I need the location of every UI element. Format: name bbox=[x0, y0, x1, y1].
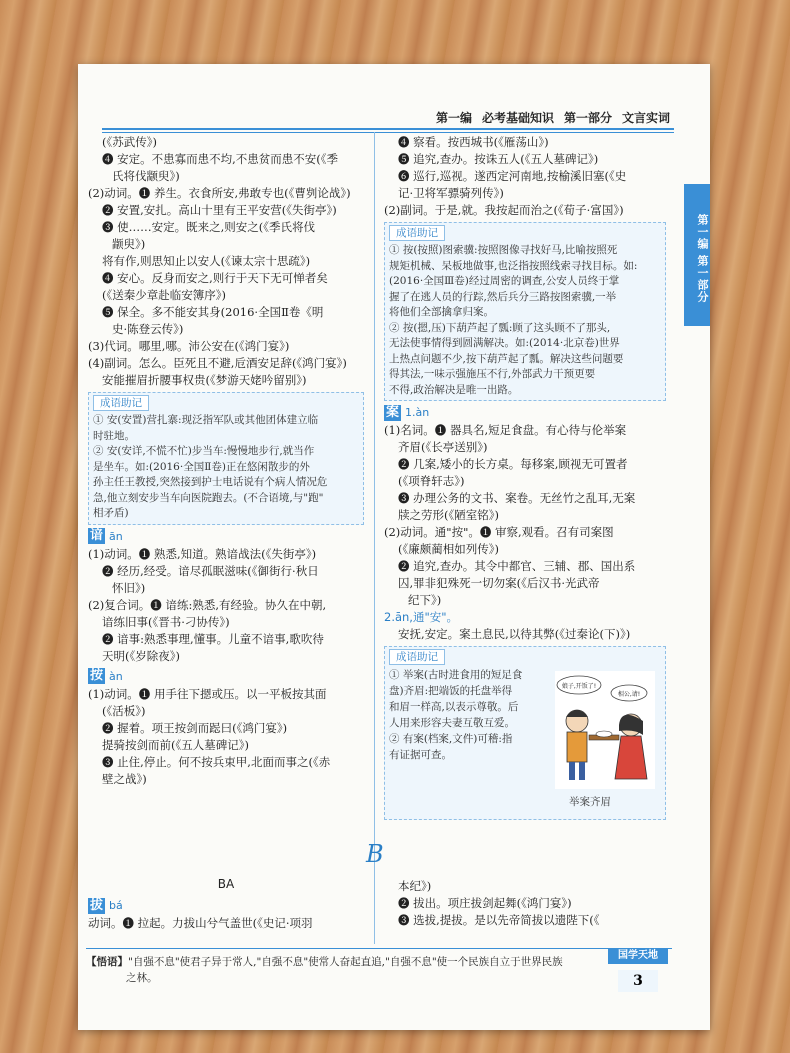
text-line: (2)副词。于是,就。我按起而治之(《荀子·富国》) bbox=[384, 203, 624, 217]
box-line: 上热点问题不少,按下葫芦起了瓢。解决这些问题要 bbox=[389, 352, 624, 365]
footer-text-line2: 之林。 bbox=[126, 972, 158, 984]
text-line: 天明(《岁除夜》) bbox=[102, 648, 180, 663]
box-line: ② 安(安详,不慌不忙)步当车:慢慢地步行,就当作 bbox=[93, 445, 315, 457]
headword-pinyin: ān bbox=[109, 529, 123, 543]
speech-bubble-wife: 相公,请! bbox=[617, 691, 641, 698]
text-line: ❸ 选拔,提拔。是以先帝简拔以遗陛下(《 bbox=[398, 913, 600, 927]
box-line: 相矛盾) bbox=[93, 507, 129, 519]
text-line: ❷ 拔出。项庄拔剑起舞(《鸿门宴》) bbox=[398, 896, 572, 910]
sense-heading: 2.ān,通"安"。 bbox=[384, 610, 459, 624]
text-line: (2)动词。通"按"。❶ 审察,观看。召有司案图 bbox=[384, 525, 614, 539]
box-line: ① 按(按照)图索骥:按照图像寻找好马,比喻按照死 bbox=[389, 244, 618, 256]
box-line: 将他们全部擒拿归案。 bbox=[389, 306, 494, 318]
illustration-text bbox=[389, 667, 549, 763]
text-line: 壁之战》) bbox=[102, 771, 147, 786]
column-divider-lower bbox=[374, 882, 375, 944]
box-line: 和眉一样高,以表示尊敬。后 bbox=[389, 701, 519, 713]
idiom-memory-box-illustrated bbox=[384, 646, 666, 820]
text-line: (《送秦少章赴临安簿序》) bbox=[102, 288, 226, 302]
left-column bbox=[88, 134, 364, 788]
text-line: ❺ 追究,查办。按诛五人(《五人墓碑记》) bbox=[398, 152, 599, 166]
text-line: 囚,罪非犯殊死一切勿案(《后汉书·光武帝 bbox=[398, 576, 600, 590]
right-column bbox=[384, 134, 666, 823]
illustrated-entry bbox=[389, 667, 661, 817]
text-line: ❷ 握着。项王按剑而跽曰(《鸿门宴》) bbox=[102, 720, 288, 735]
header-rule-thin bbox=[102, 132, 674, 133]
box-line: 不得,政治解决是唯一出路。 bbox=[389, 383, 519, 396]
headword-char: 按 bbox=[90, 668, 104, 683]
text-line: 提骑按剑而前(《五人墓碑记》) bbox=[102, 737, 249, 752]
box-line: 时驻地。 bbox=[93, 429, 135, 442]
text-line: ❺ 保全。多不能安其身(2016·全国Ⅱ卷《明 bbox=[102, 305, 324, 319]
text-line: 谙练旧事(《晋书·刁协传》) bbox=[102, 614, 230, 629]
idiom-box-title: 成语助记 bbox=[389, 649, 445, 665]
header-part2: 必考基础知识 bbox=[481, 110, 554, 125]
box-line: (2016·全国Ⅲ卷)经过周密的调查,公安人员终于掌 bbox=[389, 275, 620, 287]
left-column-lower bbox=[88, 876, 364, 932]
headword-char: 谙 bbox=[90, 528, 104, 543]
header-rule bbox=[102, 128, 674, 130]
text-line: (3)代词。哪里,哪。沛公安在(《鸿门宴》) bbox=[88, 339, 290, 353]
text-line: 氏将伐颛臾》) bbox=[112, 169, 180, 183]
text-line: ❻ 巡行,巡视。遂西定河南地,按榆溪旧塞(《史 bbox=[398, 169, 627, 183]
text-line: ❷ 谙事:熟悉事理,懂事。儿童不谙事,歌吹待 bbox=[102, 631, 324, 646]
text-line: 怀旧》) bbox=[112, 580, 146, 595]
box-line: 急,他立刻安步当车向医院跑去。(不合语境,与"跑" bbox=[93, 491, 324, 504]
headword-an-2 bbox=[88, 528, 364, 545]
idiom-memory-box bbox=[384, 222, 666, 401]
headword-an-case bbox=[384, 404, 666, 421]
box-line: 有证据可查。 bbox=[389, 749, 452, 761]
right-column-lower bbox=[384, 878, 666, 929]
box-line: 握了在逃人员的行踪,然后兵分三路按图索骥,一举 bbox=[389, 290, 617, 303]
book-page bbox=[78, 64, 710, 1030]
text-line: ❹ 察看。按西城书(《雁荡山》) bbox=[398, 135, 549, 149]
footer-rule bbox=[86, 948, 672, 949]
text-line: 本纪》) bbox=[398, 879, 432, 893]
text-line: (1)动词。❶ 熟悉,知道。熟谙战法(《失街亭》) bbox=[88, 546, 317, 561]
text-line: ❷ 安置,安扎。高山十里有王平安营(《失街亭》) bbox=[102, 203, 337, 217]
running-header bbox=[370, 108, 670, 126]
footer-corner-tag: 国学天地 bbox=[608, 948, 668, 964]
headword-char: 案 bbox=[386, 404, 400, 420]
header-part4: 文言实词 bbox=[621, 110, 670, 125]
box-line: 无法使事情得到圆满解决。如:(2014·北京卷)世界 bbox=[389, 337, 620, 349]
headword-pinyin: bá bbox=[109, 899, 123, 912]
text-line: (2)复合词。❶ 谙练:熟悉,有经验。协久在中朝, bbox=[88, 597, 327, 612]
text-line: (《活板》) bbox=[102, 703, 146, 718]
text-line: 将有作,则思知止以安人(《谏太宗十思疏》) bbox=[102, 254, 311, 268]
headword-char: 拔 bbox=[90, 897, 104, 913]
header-part3: 第一部分 bbox=[563, 110, 612, 125]
box-line: ② 有案(档案,文件)可稽:指 bbox=[389, 733, 513, 745]
column-divider bbox=[374, 132, 375, 892]
text-line: (4)副词。怎么。臣死且不避,卮酒安足辞(《鸿门宴》) bbox=[88, 356, 347, 370]
text-line: 安抚,安定。案土息民,以待其弊(《过秦论(下)》) bbox=[398, 627, 631, 641]
headword-pinyin: àn bbox=[109, 669, 123, 683]
text-line: (《廉颇蔺相如列传》) bbox=[398, 542, 499, 556]
header-part1: 第一编 bbox=[435, 110, 472, 125]
text-line: ❸ 使……安定。既来之,则安之(《季氏将伐 bbox=[102, 220, 316, 234]
headword-pinyin: 1.àn bbox=[405, 406, 430, 419]
text-line: 纪下》) bbox=[408, 593, 442, 607]
headword-ba bbox=[88, 897, 364, 914]
idiom-memory-box bbox=[88, 392, 364, 525]
box-line: ① 举案(古时进食用的短足食 bbox=[389, 669, 523, 681]
box-line: ② 按(摁,压)下葫芦起了瓢:顾了这头顾不了那头, bbox=[389, 321, 611, 334]
box-line: ① 安(安置)营扎寨:现泛指军队或其他团体建立临 bbox=[93, 414, 319, 426]
box-line: 孙主任王教授,突然接到护士电话说有个病人情况危 bbox=[93, 476, 328, 488]
text-line: (1)动词。❶ 用手往下摁或压。以一平板按其面 bbox=[88, 686, 327, 701]
idiom-box-title: 成语助记 bbox=[93, 395, 149, 411]
box-line: 盘)齐眉:把端饭的托盘举得 bbox=[389, 685, 513, 697]
text-line: 齐眉(《长亭送别》) bbox=[398, 440, 488, 454]
footer-text-line1: "自强不息"使君子异于常人,"自强不息"使常人奋起直追,"自强不息"使一个民族自立于世界民族 bbox=[128, 956, 563, 968]
syllable-heading: BA bbox=[217, 877, 235, 891]
footer-quote bbox=[86, 954, 606, 986]
box-line: 人用来形容夫妻互敬互爱。 bbox=[389, 717, 515, 729]
couple-illustration bbox=[555, 671, 655, 789]
box-line: 规矩机械、呆板地做事,也泛指按照线索寻找目标。如: bbox=[389, 259, 638, 272]
box-line: 得其法,一味示强施压不行,外部武力干预更要 bbox=[389, 368, 596, 380]
text-line: (2)动词。❶ 养生。衣食所安,弗敢专也(《曹刿论战》) bbox=[88, 186, 351, 200]
text-line: 安能摧眉折腰事权贵(《梦游天姥吟留别》) bbox=[102, 373, 307, 387]
text-line: ❸ 办理公务的文书、案卷。无丝竹之乱耳,无案 bbox=[398, 491, 636, 505]
page-number: 3 bbox=[618, 970, 658, 992]
box-line: 是坐车。如:(2016·全国Ⅱ卷)正在悠闲散步的外 bbox=[93, 460, 310, 473]
text-line: ❷ 几案,矮小的长方桌。每移案,顾视无可置者 bbox=[398, 457, 628, 471]
text-line: (《苏武传》) bbox=[102, 135, 157, 149]
text-line: ❷ 追究,查办。其令中都官、三辅、郡、国出系 bbox=[398, 559, 636, 573]
footer-label: 【悟语】 bbox=[86, 956, 128, 968]
section-side-tab: 第一编 第一部分 bbox=[684, 184, 710, 326]
section-letter: B bbox=[366, 840, 384, 868]
text-line: ❹ 安定。不患寡而患不均,不患贫而患不安(《季 bbox=[102, 152, 339, 166]
text-line: 动词。❶ 拉起。力拔山兮气盖世(《史记·项羽 bbox=[88, 916, 313, 930]
text-line: 记·卫将军骠骑列传》) bbox=[398, 186, 504, 200]
headword-an-3 bbox=[88, 668, 364, 685]
text-line: 牍之劳形(《陋室铭》) bbox=[398, 508, 499, 522]
speech-bubble-husband: 娘子,开饭了! bbox=[561, 683, 597, 690]
text-line: ❷ 经历,经受。谙尽孤眠滋味(《御街行·秋日 bbox=[102, 563, 319, 578]
idiom-box-title: 成语助记 bbox=[389, 225, 445, 241]
text-line: 颛臾》) bbox=[112, 237, 146, 251]
text-line: (1)名词。❶ 器具名,短足食盘。有心待与伦举案 bbox=[384, 423, 627, 437]
text-line: ❸ 止住,停止。何不按兵束甲,北面而事之(《赤 bbox=[102, 754, 331, 769]
text-line: (《项脊轩志》) bbox=[398, 474, 465, 488]
text-line: 史·陈登云传》) bbox=[112, 322, 184, 336]
text-line: ❹ 安心。反身而安之,则行于天下无可惮者矣 bbox=[102, 271, 328, 285]
illustration-caption: 举案齐眉 bbox=[569, 796, 611, 808]
